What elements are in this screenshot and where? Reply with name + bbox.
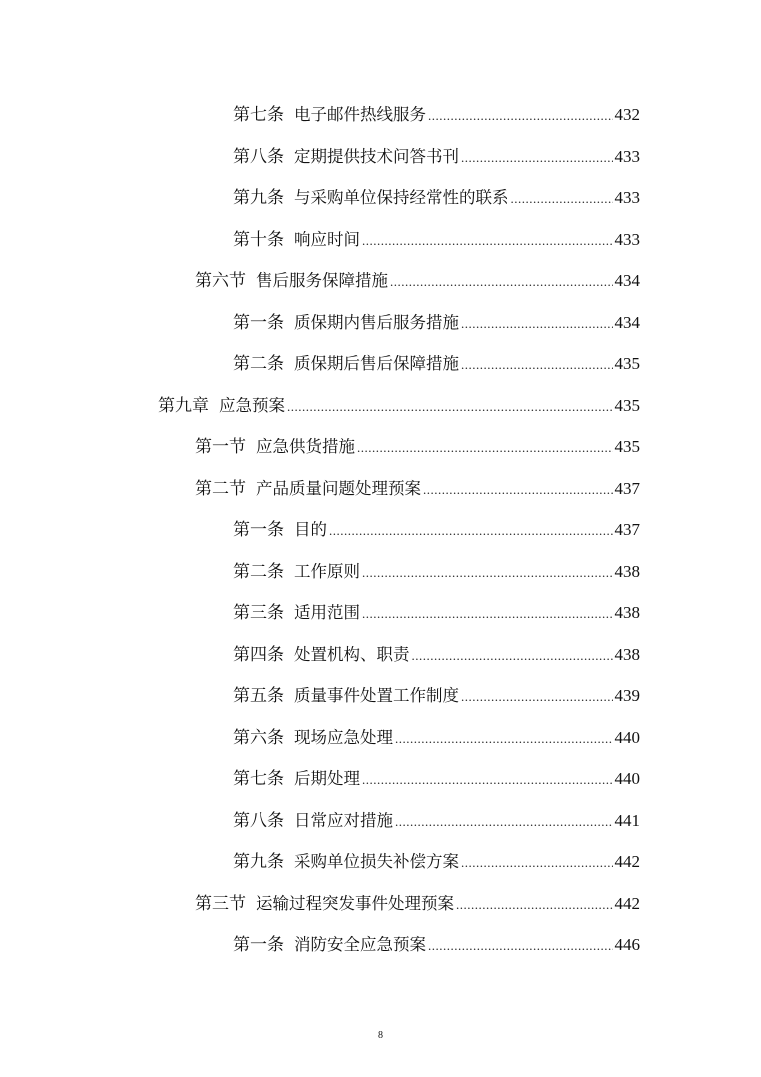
toc-entry[interactable] bbox=[0, 217, 761, 259]
toc-entry-number: 第二条 bbox=[233, 561, 284, 582]
toc-entry[interactable] bbox=[0, 92, 761, 134]
toc-dot-leader bbox=[390, 274, 613, 290]
page-number: 8 bbox=[378, 1030, 383, 1041]
toc-entry-title: 适用范围 bbox=[294, 603, 360, 623]
toc-entry[interactable] bbox=[0, 881, 761, 923]
toc-dot-leader bbox=[428, 938, 613, 954]
toc-entry[interactable] bbox=[0, 590, 761, 632]
toc-entry-title: 消防安全应急预案 bbox=[294, 935, 426, 955]
toc-entry-page: 434 bbox=[614, 271, 640, 291]
toc-entry-line bbox=[233, 349, 640, 374]
toc-entry[interactable] bbox=[0, 507, 761, 549]
toc-entry-page: 435 bbox=[614, 437, 640, 457]
toc-dot-leader bbox=[461, 357, 613, 373]
toc-dot-leader bbox=[461, 855, 613, 871]
toc-entry-page: 435 bbox=[614, 395, 640, 415]
toc-entry-number: 第一条 bbox=[233, 312, 284, 333]
toc-entry-line bbox=[195, 889, 640, 914]
toc-entry-line bbox=[233, 806, 640, 831]
toc-entry-title: 现场应急处理 bbox=[294, 727, 393, 747]
toc-entry-page: 438 bbox=[614, 561, 640, 581]
toc-entry-number: 第一条 bbox=[233, 935, 284, 956]
toc-entry-number: 第八条 bbox=[233, 810, 284, 831]
toc-entry-number: 第九章 bbox=[158, 395, 209, 416]
toc-entry-page: 446 bbox=[614, 935, 640, 955]
toc-entry-number: 第七条 bbox=[233, 105, 284, 126]
toc-entry-page: 434 bbox=[614, 312, 640, 332]
toc-entry-line bbox=[195, 474, 640, 499]
toc-entry[interactable] bbox=[0, 258, 761, 300]
toc-entry-page: 438 bbox=[614, 644, 640, 664]
toc-entry-page: 442 bbox=[614, 852, 640, 872]
toc-entry-page: 440 bbox=[614, 727, 640, 747]
toc-entry-page: 432 bbox=[614, 105, 640, 125]
toc-entry-title: 产品质量问题处理预案 bbox=[256, 478, 421, 498]
toc-entry-title: 定期提供技术问答书刊 bbox=[294, 146, 459, 166]
toc-entry-title: 运输过程突发事件处理预案 bbox=[256, 893, 454, 913]
toc-entry[interactable] bbox=[0, 175, 761, 217]
toc-entry-line bbox=[158, 391, 640, 416]
table-of-contents bbox=[0, 92, 761, 964]
toc-entry-page: 433 bbox=[614, 229, 640, 249]
toc-entry-page: 437 bbox=[614, 520, 640, 540]
toc-entry[interactable] bbox=[0, 632, 761, 674]
toc-entry-line bbox=[233, 100, 640, 125]
toc-entry[interactable] bbox=[0, 341, 761, 383]
toc-dot-leader bbox=[362, 565, 613, 581]
toc-entry-page: 439 bbox=[614, 686, 640, 706]
toc-dot-leader bbox=[357, 440, 613, 456]
toc-dot-leader bbox=[412, 648, 613, 664]
toc-entry-number: 第一条 bbox=[233, 520, 284, 541]
toc-entry-number: 第六条 bbox=[233, 727, 284, 748]
toc-entry-line bbox=[233, 142, 640, 167]
toc-entry-page: 441 bbox=[614, 810, 640, 830]
toc-entry-title: 响应时间 bbox=[294, 229, 360, 249]
toc-entry-number: 第三条 bbox=[233, 603, 284, 624]
toc-dot-leader bbox=[461, 316, 613, 332]
toc-entry[interactable] bbox=[0, 549, 761, 591]
toc-entry-line bbox=[233, 598, 640, 623]
toc-entry-line bbox=[233, 847, 640, 872]
toc-entry-number: 第一节 bbox=[195, 437, 246, 458]
toc-dot-leader bbox=[456, 897, 613, 913]
toc-entry-line bbox=[233, 640, 640, 665]
toc-dot-leader bbox=[362, 772, 613, 788]
toc-entry[interactable] bbox=[0, 715, 761, 757]
toc-entry-number: 第九条 bbox=[233, 188, 284, 209]
toc-dot-leader bbox=[362, 233, 613, 249]
toc-entry-number: 第十条 bbox=[233, 229, 284, 250]
toc-entry-title: 与采购单位保持经常性的联系 bbox=[294, 188, 509, 208]
toc-entry-title: 后期处理 bbox=[294, 769, 360, 789]
toc-entry-title: 质保期后售后保障措施 bbox=[294, 354, 459, 374]
toc-entry-title: 应急供货措施 bbox=[256, 437, 355, 457]
toc-entry[interactable] bbox=[0, 839, 761, 881]
toc-entry-page: 433 bbox=[614, 146, 640, 166]
toc-entry[interactable] bbox=[0, 466, 761, 508]
toc-entry[interactable] bbox=[0, 922, 761, 964]
toc-entry-number: 第五条 bbox=[233, 686, 284, 707]
toc-entry-title: 电子邮件热线服务 bbox=[294, 105, 426, 125]
toc-entry-line bbox=[195, 266, 640, 291]
toc-entry-page: 435 bbox=[614, 354, 640, 374]
toc-entry-title: 质量事件处置工作制度 bbox=[294, 686, 459, 706]
toc-entry-title: 目的 bbox=[294, 520, 327, 540]
toc-entry-number: 第六节 bbox=[195, 271, 246, 292]
toc-entry-number: 第九条 bbox=[233, 852, 284, 873]
toc-entry[interactable] bbox=[0, 673, 761, 715]
toc-entry[interactable] bbox=[0, 300, 761, 342]
toc-entry-line bbox=[195, 432, 640, 457]
toc-entry[interactable] bbox=[0, 798, 761, 840]
toc-entry-line bbox=[233, 308, 640, 333]
toc-entry[interactable] bbox=[0, 383, 761, 425]
toc-dot-leader bbox=[362, 606, 613, 622]
toc-entry-page: 442 bbox=[614, 893, 640, 913]
toc-dot-leader bbox=[461, 689, 613, 705]
toc-entry-page: 440 bbox=[614, 769, 640, 789]
toc-entry-line bbox=[233, 557, 640, 582]
toc-entry[interactable] bbox=[0, 424, 761, 466]
toc-dot-leader bbox=[423, 482, 613, 498]
toc-entry-line bbox=[233, 930, 640, 955]
toc-entry-number: 第八条 bbox=[233, 146, 284, 167]
toc-entry-number: 第二条 bbox=[233, 354, 284, 375]
toc-entry-page: 433 bbox=[614, 188, 640, 208]
toc-entry-line bbox=[233, 225, 640, 250]
toc-entry-number: 第三节 bbox=[195, 893, 246, 914]
toc-entry-title: 应急预案 bbox=[219, 395, 285, 415]
toc-entry-title: 售后服务保障措施 bbox=[256, 271, 388, 291]
toc-entry-line bbox=[233, 764, 640, 789]
toc-entry-number: 第二节 bbox=[195, 478, 246, 499]
toc-entry-title: 日常应对措施 bbox=[294, 810, 393, 830]
toc-dot-leader bbox=[329, 523, 613, 539]
toc-entry-page: 437 bbox=[614, 478, 640, 498]
toc-entry-title: 工作原则 bbox=[294, 561, 360, 581]
toc-entry-page: 438 bbox=[614, 603, 640, 623]
toc-entry-number: 第七条 bbox=[233, 769, 284, 790]
toc-dot-leader bbox=[428, 108, 613, 124]
toc-dot-leader bbox=[395, 814, 613, 830]
toc-dot-leader bbox=[287, 399, 613, 415]
toc-dot-leader bbox=[395, 731, 613, 747]
toc-dot-leader bbox=[461, 150, 613, 166]
toc-entry-title: 处置机构、职责 bbox=[294, 644, 410, 664]
toc-entry-line bbox=[233, 681, 640, 706]
toc-entry-title: 质保期内售后服务措施 bbox=[294, 312, 459, 332]
toc-dot-leader bbox=[511, 191, 613, 207]
toc-entry[interactable] bbox=[0, 756, 761, 798]
toc-entry-line bbox=[233, 723, 640, 748]
toc-entry-number: 第四条 bbox=[233, 644, 284, 665]
toc-entry-line bbox=[233, 183, 640, 208]
toc-entry[interactable] bbox=[0, 134, 761, 176]
toc-entry-line bbox=[233, 515, 640, 540]
toc-entry-title: 采购单位损失补偿方案 bbox=[294, 852, 459, 872]
